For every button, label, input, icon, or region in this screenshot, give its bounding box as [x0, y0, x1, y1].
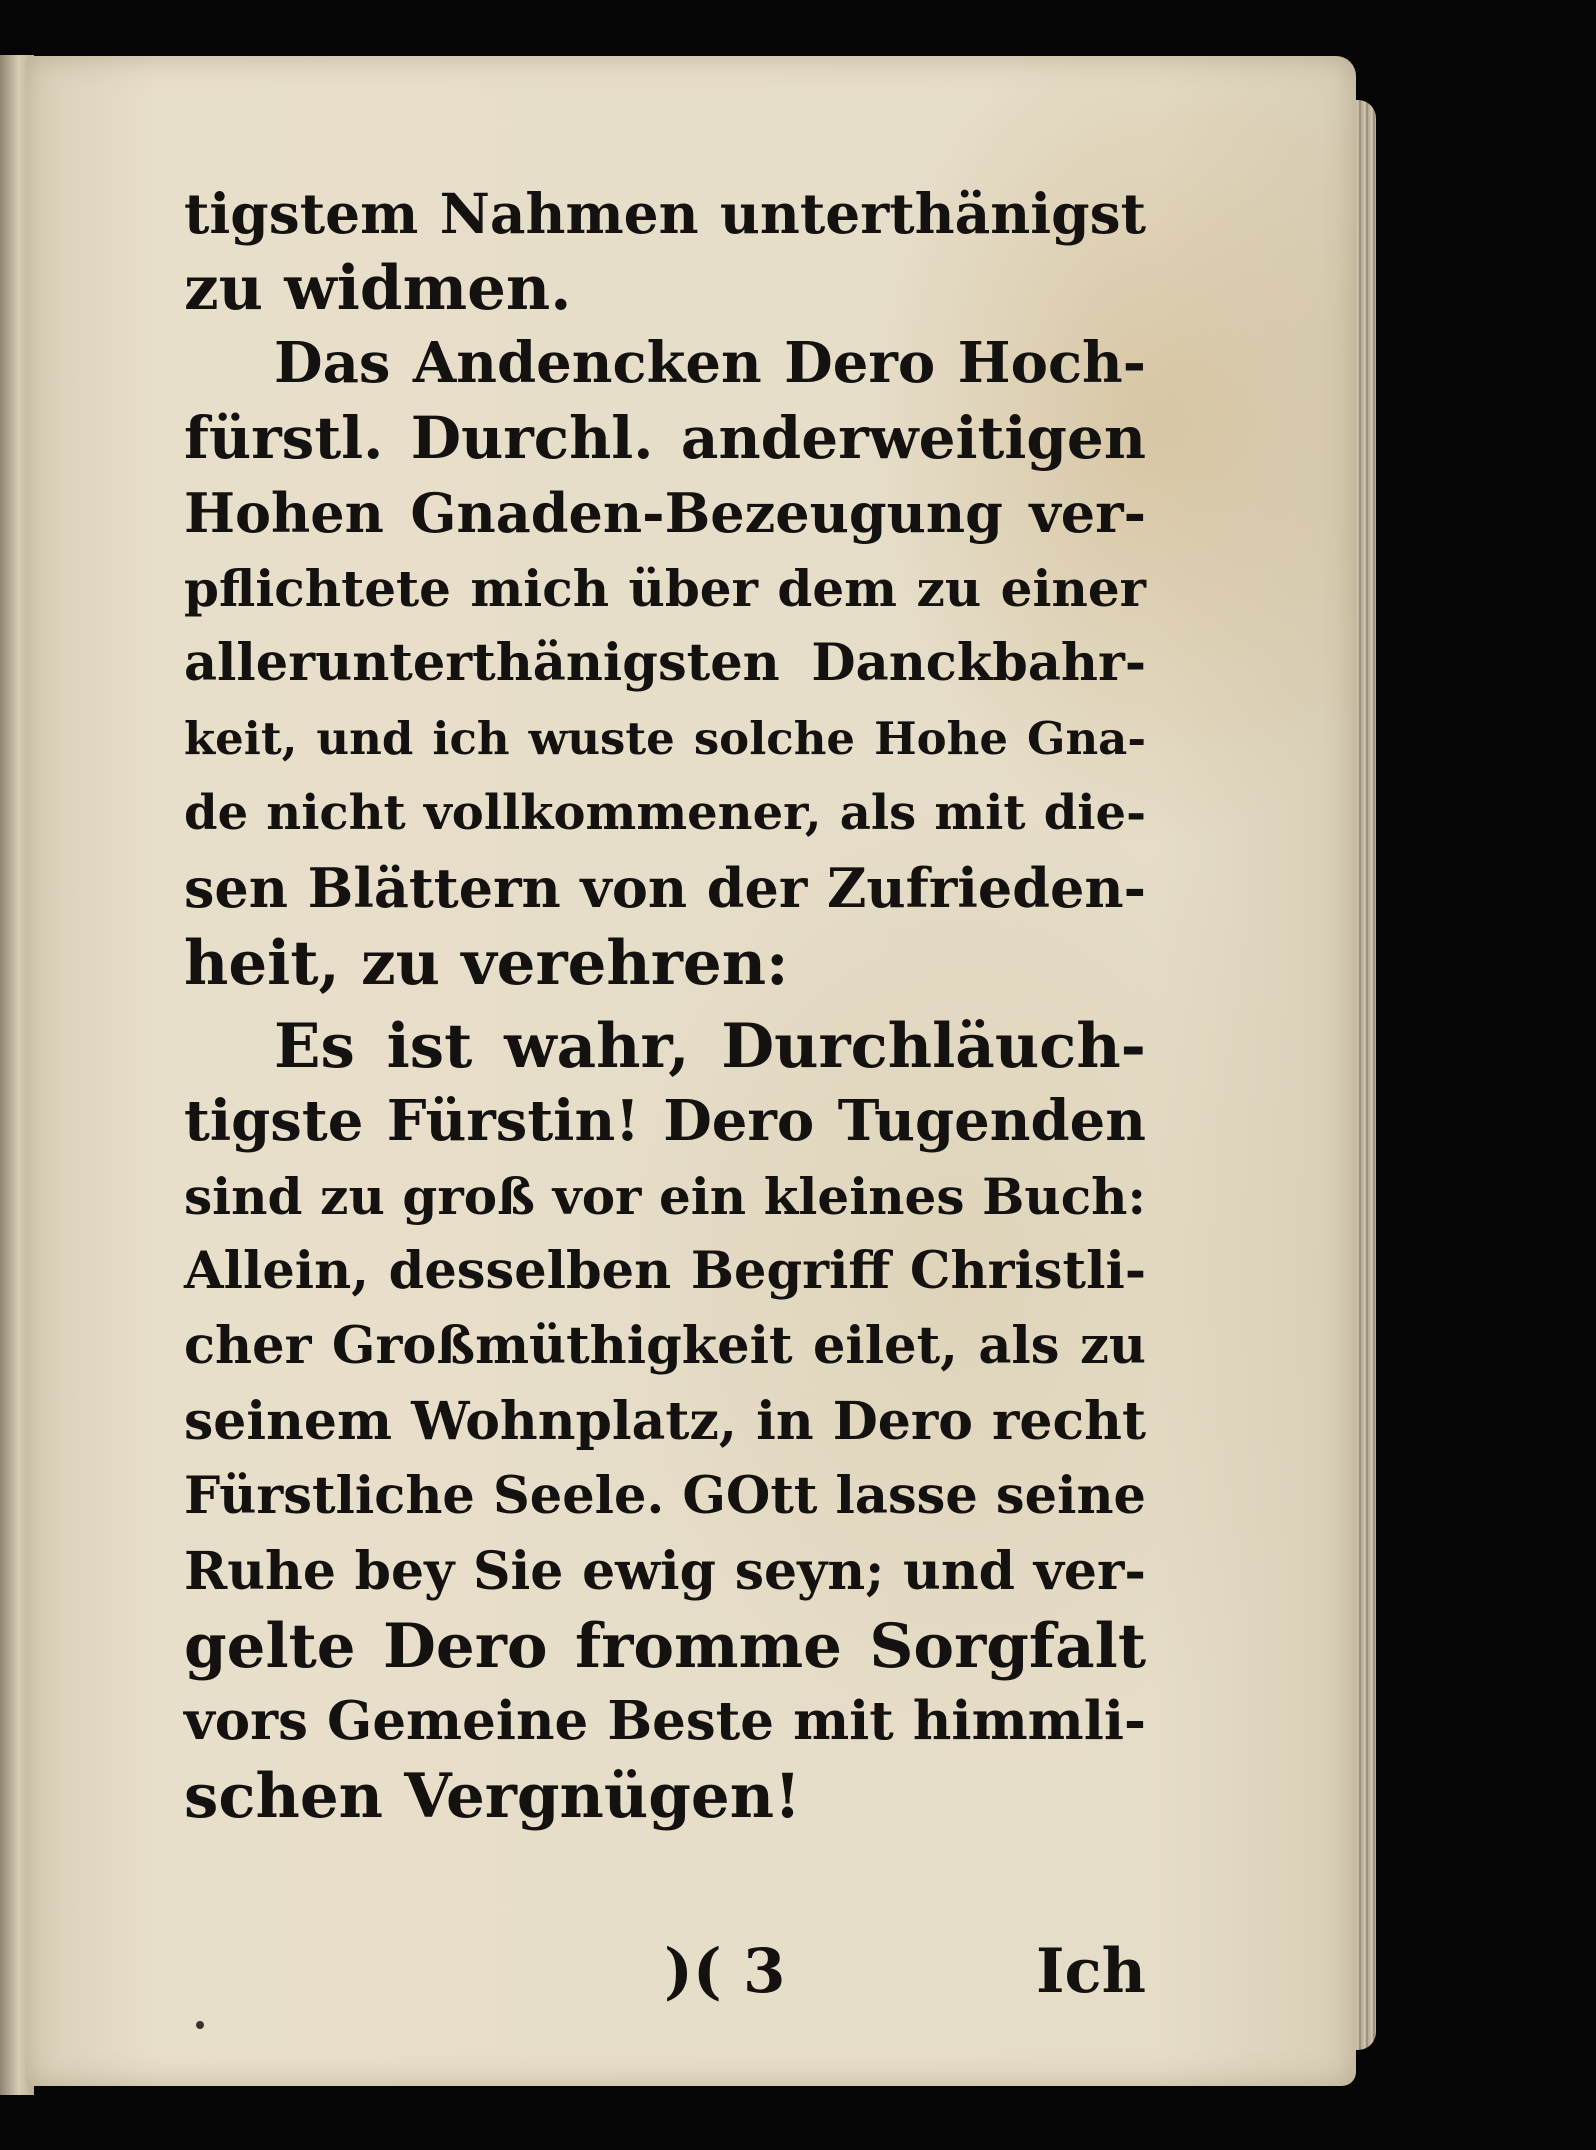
text-line: allerunterthänigsten Danckbahr-	[184, 633, 1146, 693]
text-line: Es ist wahr, Durchläuch-	[274, 1011, 1146, 1082]
text-line: tigste Fürstin! Dero Tugenden	[184, 1088, 1146, 1154]
text-line: vors Gemeine Beste mit himmli-	[184, 1690, 1146, 1752]
text-line: Ruhe bey Sie ewig seyn; und ver-	[184, 1541, 1146, 1602]
text-line: fürstl. Durchl. anderweitigen	[184, 404, 1146, 472]
ink-speck	[196, 2021, 204, 2029]
text-line: heit, zu verehren:	[184, 928, 789, 999]
catchword: Ich	[1035, 1936, 1146, 2007]
text-line: Fürstliche Seele. GOtt lasse seine	[184, 1466, 1146, 1526]
text-line: seinem Wohnplatz, in Dero recht	[184, 1391, 1146, 1452]
text-line: sen Blättern von der Zufrieden-	[184, 856, 1146, 920]
page-footer	[184, 1936, 1146, 2016]
text-line: pflichtete mich über dem zu einer	[184, 559, 1146, 618]
text-line: sind zu groß vor ein kleines Buch:	[184, 1167, 1146, 1226]
text-line: de nicht vollkommener, als mit die-	[184, 785, 1146, 841]
text-line: cher Großmüthigkeit eilet, als zu	[184, 1316, 1146, 1376]
text-line: zu widmen.	[184, 253, 572, 324]
text-line: tigstem Nahmen unterthänigst	[184, 181, 1146, 246]
signature-mark: )( 3	[664, 1936, 786, 2007]
text-line: Das Andencken Dero Hoch-	[274, 330, 1146, 396]
text-line: schen Vergnügen!	[184, 1761, 801, 1832]
text-line: gelte Dero fromme Sorgfalt	[184, 1611, 1146, 1682]
text-line: Allein, desselben Begriff Christli-	[184, 1241, 1146, 1301]
text-line: Hohen Gnaden-Bezeugung ver-	[184, 481, 1146, 545]
book-page	[26, 56, 1356, 2086]
body-text	[184, 176, 1146, 1834]
text-line: keit, und ich wuste solche Hohe Gna-	[184, 712, 1146, 765]
